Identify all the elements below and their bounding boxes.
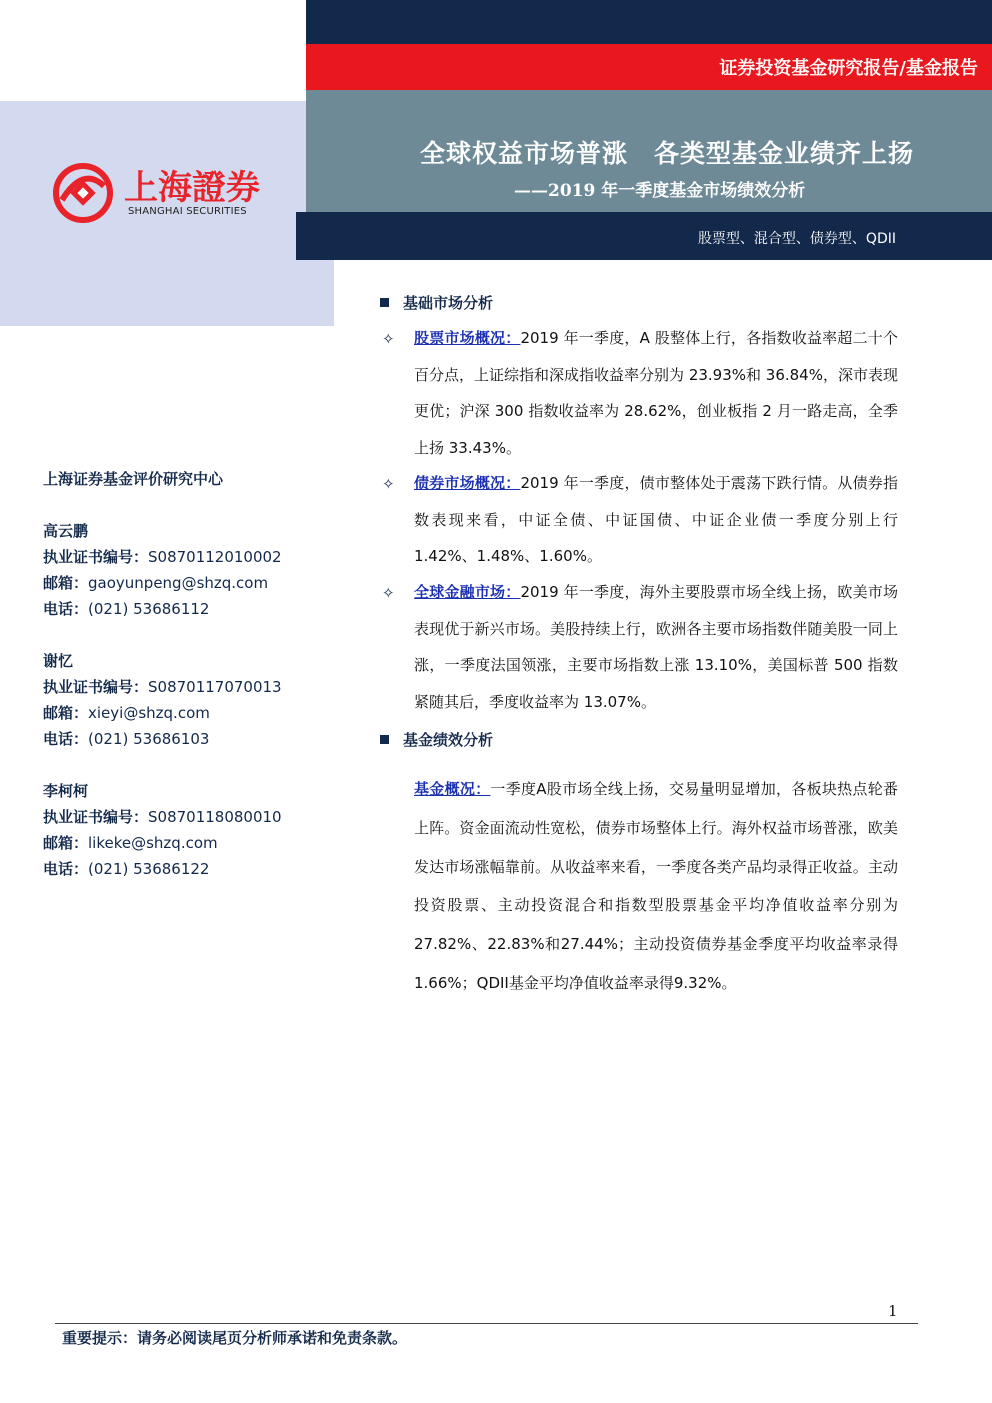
section-heading: 基金绩效分析	[380, 729, 493, 750]
analyst-name: 李柯柯	[43, 782, 89, 800]
global-market-paragraph: 全球金融市场：2019 年一季度，海外主要股票市场全线上扬，欧美市场表现优于新兴市场。美股持续上行，欧洲各主要市场指数伴随美股一同上涨，一季度法国领涨，主要市场指数上涨 13.10%，美国标普 500 指数紧随其后，季度收益率为 13.07%。	[414, 583, 898, 711]
analyst-name: 高云鹏	[43, 522, 89, 540]
company-logo	[52, 160, 277, 222]
analyst-card	[43, 520, 313, 624]
analyst-email-link[interactable]: gaoyunpeng@shzq.com	[88, 574, 269, 592]
page-number: 1	[888, 1302, 898, 1320]
section-heading: 基础市场分析	[380, 292, 493, 313]
bond-market-label[interactable]: 债券市场概况：	[414, 474, 521, 492]
diamond-bullet-icon: ✧	[382, 330, 395, 348]
report-category: 证券投资基金研究报告/基金报告	[719, 58, 978, 79]
fund-overview-paragraph: 基金概况：一季度A股市场全线上扬，交易量明显增加，各板块热点轮番上阵。资金面流动性宽松，债券市场整体上行。海外权益市场普涨，欧美发达市场涨幅靠前。从收益率来看，一季度各类产品均录得正收益。主动投资股票、主动投资混合和指数型股票基金平均净值收益率分别为27.82%、22.83%和27.44%；主动投资债券基金季度平均收益率录得1.66%；QDII基金平均净值收益率录得9.32%。	[414, 780, 898, 992]
global-market-label[interactable]: 全球金融市场：	[414, 583, 521, 601]
square-bullet-icon	[380, 298, 389, 307]
disclaimer-note: 重要提示：请务必阅读尾页分析师承诺和免责条款。	[62, 1329, 408, 1347]
logo-chinese-name: 上海證券	[124, 168, 260, 208]
stock-market-paragraph: 股票市场概况：2019 年一季度，A 股整体上行，各指数收益率超二十个百分点，上证综指和深成指收益率分别为 23.93%和 36.84%，深市表现更优；沪深 300 指数收益率为 28.62%，创业板指 2 月一路走高，全季上扬 33.43%。	[414, 329, 898, 457]
diamond-bullet-icon: ✧	[382, 475, 395, 493]
analyst-card	[43, 650, 313, 754]
report-category-bar	[306, 44, 992, 90]
logo-emblem-icon	[52, 162, 114, 224]
report-subtitle: ——2019 年一季度基金市场绩效分析	[514, 181, 806, 201]
bond-market-paragraph: 债券市场概况：2019 年一季度，债市整体处于震荡下跌行情。从债券指数表现来看，中证全债、中证国债、中证企业债一季度分别上行 1.42%、1.48%、1.60%。	[414, 474, 898, 565]
analyst-phone: 电话：(021) 53686103	[43, 730, 210, 748]
analyst-cert: 执业证书编号：S0870117070013	[43, 678, 282, 696]
analyst-cert: 执业证书编号：S0870112010002	[43, 548, 282, 566]
analyst-email: 邮箱：likeke@shzq.com	[43, 834, 218, 852]
footer-divider	[55, 1323, 918, 1324]
analyst-email-link[interactable]: xieyi@shzq.com	[88, 704, 210, 722]
analyst-email: 邮箱：xieyi@shzq.com	[43, 704, 210, 722]
analyst-email-link[interactable]: likeke@shzq.com	[88, 834, 218, 852]
square-bullet-icon	[380, 735, 389, 744]
analyst-sidebar	[43, 468, 313, 884]
header-top-bar	[306, 0, 992, 44]
diamond-bullet-icon: ✧	[382, 584, 395, 602]
analyst-phone: 电话：(021) 53686112	[43, 600, 210, 618]
analyst-phone: 电话：(021) 53686122	[43, 860, 210, 878]
fund-overview-label[interactable]: 基金概况：	[414, 780, 491, 798]
logo-english-name: SHANGHAI SECURITIES	[128, 206, 247, 217]
analyst-cert: 执业证书编号：S0870118080010	[43, 808, 282, 826]
research-center-name: 上海证券基金评价研究中心	[43, 470, 224, 488]
report-title: 全球权益市场普涨 各类型基金业绩齐上扬	[420, 139, 915, 168]
fund-type-tags: 股票型、混合型、债券型、QDII	[697, 231, 896, 247]
analyst-email: 邮箱：gaoyunpeng@shzq.com	[43, 574, 269, 592]
analyst-name: 谢忆	[43, 652, 74, 670]
analyst-card	[43, 780, 313, 884]
stock-market-label[interactable]: 股票市场概况：	[414, 329, 521, 347]
